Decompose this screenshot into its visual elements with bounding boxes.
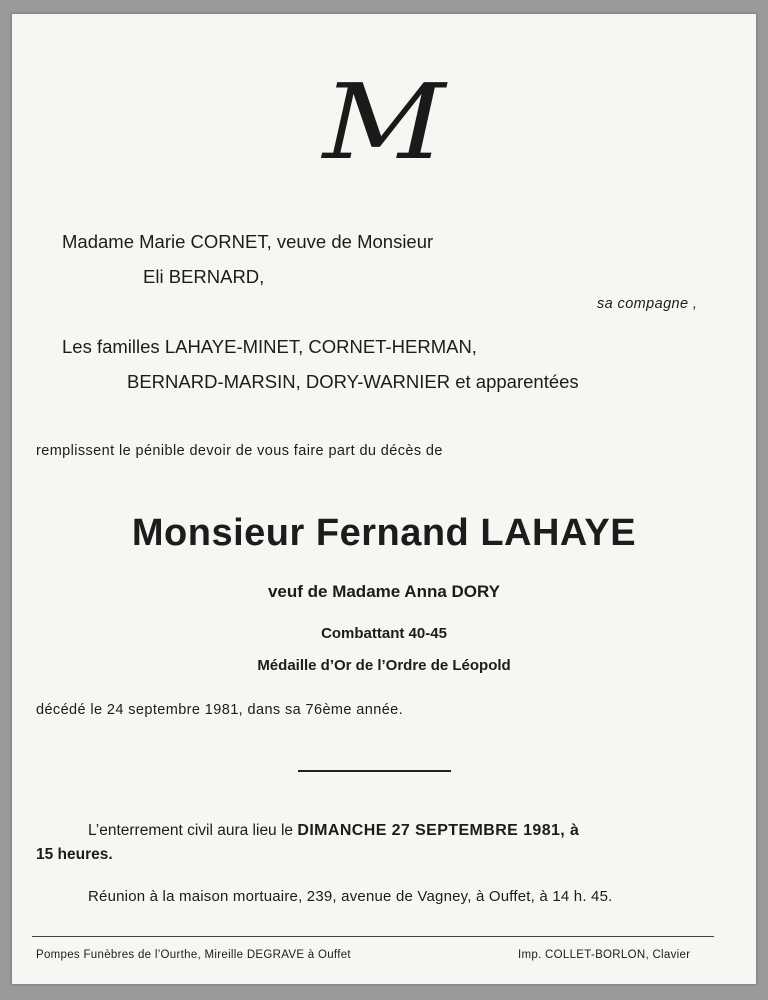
title-line-1: Combattant 40-45: [321, 625, 447, 642]
mourner-role: sa compagne ,: [597, 296, 698, 312]
burial-date: DIMANCHE 27 SEPTEMBRE 1981, à: [297, 822, 580, 839]
footer-funeral-home: Pompes Funèbres de l’Ourthe, Mireille DEGRAVE à Ouffet: [36, 949, 351, 961]
divider-rule: [298, 770, 451, 772]
deceased-name: Monsieur Fernand LAHAYE: [131, 512, 637, 554]
monogram: M: [322, 61, 446, 183]
death-line: décédé le 24 septembre 1981, dans sa 76ème année.: [36, 702, 404, 718]
families-line-1: Les familles LAHAYE-MINET, CORNET-HERMAN,: [62, 336, 477, 357]
burial-line: [88, 822, 579, 840]
footer-rule: [32, 936, 714, 937]
widower-line: veuf de Madame Anna DORY: [267, 582, 501, 601]
footer-printer: Imp. COLLET-BORLON, Clavier: [518, 949, 691, 961]
mourner-line-2: Eli BERNARD,: [143, 266, 265, 287]
mourner-line-1: Madame Marie CORNET, veuve de Monsieur: [62, 231, 434, 252]
families-line-2: BERNARD-MARSIN, DORY-WARNIER et apparentées: [127, 371, 579, 392]
burial-time: 15 heures.: [36, 846, 113, 863]
burial-text: L’enterrement civil aura lieu le: [88, 822, 294, 839]
title-line-2: Médaille d’Or de l’Ordre de Léopold: [257, 657, 511, 674]
announcement-text: remplissent le pénible devoir de vous faire part du décès de: [36, 443, 443, 459]
gathering-line: Réunion à la maison mortuaire, 239, avenue de Vagney, à Ouffet, à 14 h. 45.: [88, 888, 613, 905]
